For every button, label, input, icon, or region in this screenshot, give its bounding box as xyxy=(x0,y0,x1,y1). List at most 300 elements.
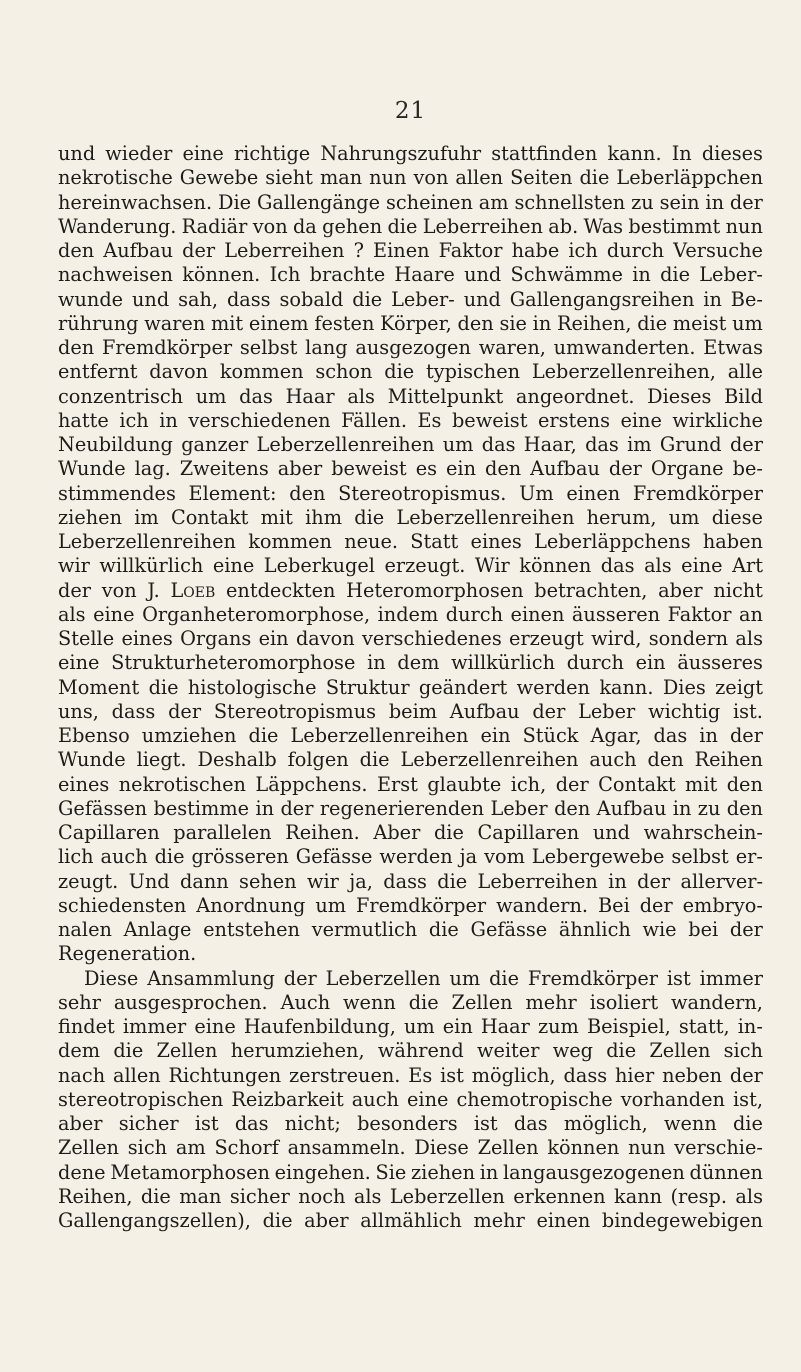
word: Stelle xyxy=(58,627,115,650)
text-line xyxy=(58,579,763,603)
word: aber xyxy=(304,1209,349,1232)
word: sich xyxy=(723,1039,763,1063)
word: am xyxy=(478,190,509,214)
text-line xyxy=(58,385,763,409)
word: durch xyxy=(606,239,665,262)
word: nun xyxy=(725,214,763,238)
word: die xyxy=(148,675,179,699)
text-line xyxy=(58,288,763,312)
word: auch xyxy=(589,748,637,772)
word: die xyxy=(437,869,468,893)
word: Erst xyxy=(376,772,418,796)
word: mit xyxy=(260,505,293,529)
word: auch xyxy=(351,1087,399,1111)
word: ist xyxy=(473,1112,498,1135)
word: einen xyxy=(510,602,565,626)
word: eine xyxy=(212,554,255,578)
word: einen xyxy=(536,1209,591,1232)
word: Aufbau xyxy=(449,699,520,723)
word: sie xyxy=(499,311,527,335)
word: scheinen xyxy=(385,190,473,214)
word: Zellen xyxy=(156,1039,218,1063)
word: habe xyxy=(511,239,560,262)
word: grösseren xyxy=(191,845,289,869)
word: die xyxy=(408,990,439,1014)
word: ihm xyxy=(305,505,342,529)
word: mit xyxy=(685,772,718,796)
word: eine xyxy=(58,651,100,675)
word: angeordnet. xyxy=(515,384,635,408)
word: indem xyxy=(377,602,439,626)
word: die xyxy=(154,845,185,869)
word: Diese xyxy=(84,966,139,990)
text-line xyxy=(58,894,763,918)
word: einen xyxy=(566,481,621,505)
word: allen xyxy=(455,166,504,190)
text-line xyxy=(58,651,763,675)
word: Dies xyxy=(662,675,706,699)
word: immer xyxy=(122,1015,187,1038)
word: der xyxy=(280,796,314,820)
word: bindegewebigen xyxy=(601,1209,763,1232)
word: parallelen xyxy=(173,821,272,844)
text-line xyxy=(58,797,763,821)
word: Etwas xyxy=(703,336,763,359)
word: nach xyxy=(58,1063,106,1087)
word: ein xyxy=(446,457,476,481)
word: lich xyxy=(58,845,94,869)
word: Organs xyxy=(180,627,252,650)
text-line xyxy=(58,191,763,215)
word: von xyxy=(101,578,137,602)
word: der xyxy=(637,869,671,893)
word: ist. xyxy=(733,699,763,723)
word: Moment xyxy=(58,675,140,699)
word: Lebergewebe xyxy=(531,845,665,869)
word: bestimme xyxy=(153,796,250,820)
word: glaubte xyxy=(427,772,502,796)
word: Fremdkörper xyxy=(632,481,763,505)
word: ein xyxy=(442,1015,473,1038)
word: ich xyxy=(119,408,149,432)
word: ja xyxy=(459,845,478,869)
word: Faktor xyxy=(438,239,503,262)
word: waren, xyxy=(478,336,546,359)
word: in xyxy=(672,796,692,820)
word: Grund xyxy=(659,433,722,456)
word: zeugt. xyxy=(58,869,119,893)
word: findet xyxy=(58,1015,115,1038)
word: der xyxy=(729,918,763,941)
word: und xyxy=(132,287,170,311)
word: wirkliche xyxy=(672,408,763,432)
word: sich xyxy=(127,1136,168,1160)
word: wie xyxy=(642,918,677,941)
word: langausgezogenen xyxy=(503,1160,685,1184)
word: verschie- xyxy=(674,1136,763,1160)
book-page xyxy=(58,0,763,1372)
word: alle xyxy=(727,360,763,384)
word: aber xyxy=(58,1112,103,1135)
word: Anordnung xyxy=(196,893,306,917)
word: am xyxy=(175,1136,206,1160)
word: der xyxy=(168,699,202,723)
word: ab. xyxy=(548,214,579,238)
word: und xyxy=(58,142,96,165)
word: Mittelpunkt xyxy=(387,384,504,408)
word: Leber xyxy=(490,796,548,820)
word: eines xyxy=(470,530,522,553)
word: eine xyxy=(194,1015,236,1038)
word: weg xyxy=(552,1039,593,1063)
word: hier xyxy=(615,1063,655,1087)
text-line xyxy=(58,1064,763,1088)
word: man xyxy=(319,166,363,190)
word: um xyxy=(449,966,481,990)
word: zerstreuen. xyxy=(289,1063,401,1087)
word: be- xyxy=(732,457,763,481)
word: stimmendes xyxy=(58,481,176,505)
word: Haar xyxy=(480,1015,530,1038)
word: auch xyxy=(100,845,148,869)
word: ziehen xyxy=(411,1160,475,1184)
word: dass xyxy=(226,287,271,311)
word: willkürlich xyxy=(451,651,555,675)
word: Einen xyxy=(373,239,430,262)
word: um xyxy=(442,433,474,456)
word: stattfinden xyxy=(491,142,598,165)
text-line xyxy=(58,482,763,506)
word: und xyxy=(464,263,502,287)
word: aber xyxy=(277,457,323,481)
word: Läppchens. xyxy=(255,772,368,796)
word: bei xyxy=(688,918,719,941)
word: und xyxy=(592,821,631,844)
word: vermutlich xyxy=(311,918,418,941)
word: Organe xyxy=(650,457,724,481)
text-line xyxy=(58,676,763,700)
word: zeigt xyxy=(715,675,763,699)
word: haben xyxy=(702,530,763,553)
word: Leberzellenreihen, xyxy=(531,360,716,384)
word: Wir xyxy=(474,554,510,578)
word: man xyxy=(179,1184,222,1208)
word: ist, xyxy=(733,1087,763,1111)
word: als xyxy=(353,1184,382,1208)
word: die xyxy=(489,966,519,990)
word: Leberreihen xyxy=(477,869,598,893)
word: Contakt xyxy=(598,772,676,796)
word: die xyxy=(660,263,690,287)
word: rührung xyxy=(58,311,139,335)
word: Neubildung xyxy=(58,433,173,456)
word: Leberzellen xyxy=(325,966,441,990)
text-line xyxy=(58,530,763,554)
word: Zellen xyxy=(451,990,513,1014)
word: beim xyxy=(388,699,438,723)
word: durch xyxy=(445,602,503,626)
word: isoliert xyxy=(589,990,659,1014)
word: in xyxy=(532,311,552,335)
word: willkürlich xyxy=(99,554,204,578)
word: sah, xyxy=(178,287,219,311)
word: Bild xyxy=(724,384,763,408)
word: Gallengangsreihen xyxy=(509,287,695,311)
word: die xyxy=(140,1184,171,1208)
word: Faktor xyxy=(667,602,732,626)
word: im xyxy=(134,505,159,529)
word: nun xyxy=(628,1136,666,1160)
word: mehr xyxy=(525,990,577,1014)
word: wieder xyxy=(105,142,173,165)
text-line xyxy=(58,821,763,845)
text-line xyxy=(58,991,763,1015)
word: wir xyxy=(306,869,339,893)
word: Leberreihen xyxy=(422,214,543,238)
word: eine xyxy=(681,554,723,578)
word: die xyxy=(113,1039,144,1063)
word: Leberzellenreihen xyxy=(400,748,579,772)
word: regenerierenden xyxy=(319,796,485,820)
word: sobald xyxy=(279,287,344,311)
word: das xyxy=(653,724,688,747)
word: brachte xyxy=(309,263,386,287)
word: immer xyxy=(699,966,763,990)
word: nalen xyxy=(58,918,112,941)
word: der xyxy=(58,578,91,602)
word: Dieses xyxy=(647,384,712,408)
word: geändert xyxy=(418,675,508,699)
word: Radiär xyxy=(181,214,248,238)
word: ja, xyxy=(349,869,373,893)
word: wir xyxy=(58,554,90,578)
word: schon xyxy=(315,360,373,384)
word: mehr xyxy=(473,1209,525,1232)
word: selbst xyxy=(671,845,729,869)
word: den xyxy=(726,796,763,820)
word: dann xyxy=(179,869,229,893)
word: einem xyxy=(248,311,309,335)
word: entstehen xyxy=(203,918,300,941)
word: wunde xyxy=(58,287,124,311)
text-line xyxy=(58,239,763,263)
word: Leber xyxy=(578,699,636,723)
word: können xyxy=(519,554,592,578)
word: Art xyxy=(732,554,763,578)
word: eines xyxy=(58,772,110,796)
word: Contakt xyxy=(170,505,249,529)
word: kann xyxy=(614,1184,663,1208)
word: In xyxy=(671,142,692,165)
word: ganzer xyxy=(181,433,249,456)
word: Be- xyxy=(730,287,763,311)
word: wandern. xyxy=(496,893,589,917)
word: um xyxy=(315,893,347,917)
word: die xyxy=(428,918,459,941)
word: Organheteromorphose, xyxy=(142,602,371,626)
word: Agar, xyxy=(590,724,642,747)
word: in xyxy=(479,1160,499,1184)
word: die xyxy=(352,287,383,311)
word: die xyxy=(579,166,610,190)
word: Gewebe xyxy=(179,166,259,190)
word: allen xyxy=(112,1063,161,1087)
word: vom xyxy=(484,845,525,869)
text-line xyxy=(58,409,763,433)
word: Nahrungszufuhr xyxy=(320,142,482,165)
word: äusseres xyxy=(677,651,763,675)
word: Capillaren xyxy=(58,821,160,844)
word: dene xyxy=(58,1160,106,1184)
word: Die xyxy=(218,190,252,214)
word: Wanderung. xyxy=(58,214,177,238)
word: embryo- xyxy=(682,893,763,917)
word: Leberzellenreihen xyxy=(256,433,435,456)
word: Metamorphosen xyxy=(110,1160,270,1184)
word: dass xyxy=(563,1063,608,1087)
word: der xyxy=(729,190,763,214)
word: Diese xyxy=(414,1136,469,1160)
text-line xyxy=(58,724,763,748)
word: ich, xyxy=(510,772,547,796)
text-line xyxy=(58,748,763,772)
word: beweist xyxy=(331,457,407,481)
word: das xyxy=(234,1112,269,1135)
word: ausgezogen xyxy=(355,336,471,359)
word: in xyxy=(705,190,725,214)
word: Sie xyxy=(375,1160,407,1184)
word: sicher xyxy=(118,1112,179,1135)
word: Es xyxy=(408,1063,433,1087)
word: wandern, xyxy=(670,990,763,1014)
word: neue. xyxy=(344,530,399,553)
word: wichtig xyxy=(648,699,721,723)
text-line xyxy=(58,1209,763,1233)
text-line xyxy=(58,263,763,287)
word: kommen xyxy=(248,530,332,553)
word: Beispiel, xyxy=(586,1015,671,1038)
word: neben xyxy=(662,1063,723,1087)
word: Fremdkörper xyxy=(101,336,233,359)
word: conzentrisch xyxy=(58,384,184,408)
word: Reihen, xyxy=(58,1184,133,1208)
word: Richtungen xyxy=(168,1063,282,1087)
word: die xyxy=(262,1209,293,1232)
word: Haar, xyxy=(523,433,577,456)
word: der xyxy=(639,893,673,917)
word: als xyxy=(644,554,672,578)
word: nachweisen xyxy=(58,263,173,287)
word: durch xyxy=(566,651,624,675)
word: Capillaren xyxy=(477,821,580,844)
word: ist xyxy=(440,1063,464,1087)
word: im xyxy=(627,433,652,456)
word: dieses xyxy=(701,142,763,165)
word: sein xyxy=(659,190,700,214)
text-line xyxy=(58,142,763,166)
word: umziehen xyxy=(141,724,237,747)
word: die xyxy=(433,821,464,844)
word: sehen xyxy=(239,869,297,893)
word: erkennen xyxy=(513,1184,606,1208)
word: Leberzellenreihen xyxy=(396,505,575,529)
word: vorhanden xyxy=(620,1087,725,1111)
text-line xyxy=(58,506,763,530)
word: an xyxy=(739,602,763,626)
text-line xyxy=(58,1112,763,1136)
word: eine xyxy=(407,1087,449,1111)
word: nun xyxy=(369,166,407,190)
word: das xyxy=(513,1112,548,1135)
page-number: 21 xyxy=(394,98,427,124)
word: erstens xyxy=(537,408,610,432)
word: ist xyxy=(194,1112,219,1135)
word: Fremdkörper xyxy=(527,966,658,990)
word: erzeugt. xyxy=(384,554,466,578)
text-line xyxy=(58,845,763,869)
text-line xyxy=(58,360,763,384)
word: lag. xyxy=(134,457,171,481)
word: um xyxy=(668,505,700,529)
word: hatte xyxy=(58,408,109,432)
word: Gefässe xyxy=(295,845,373,869)
text-line xyxy=(58,627,763,651)
word: histologische xyxy=(187,675,317,699)
word: wahrschein- xyxy=(643,821,763,844)
word: Anlage xyxy=(123,918,192,941)
word: als xyxy=(347,384,375,408)
word: meist xyxy=(672,311,727,335)
word: die xyxy=(606,1039,637,1063)
word: Statt xyxy=(410,530,459,553)
word: chemotropische xyxy=(456,1087,613,1111)
word: Stück xyxy=(522,724,579,747)
word: diese xyxy=(711,505,763,529)
text-line xyxy=(58,603,763,627)
word: davon xyxy=(295,627,355,650)
word: liegt. xyxy=(136,748,187,772)
word: folgen xyxy=(287,748,349,772)
word: da xyxy=(292,214,317,238)
word: Struktur xyxy=(325,675,410,699)
word: umwanderten. xyxy=(553,336,696,359)
text-line xyxy=(58,773,763,797)
word: beweist xyxy=(451,408,528,432)
word: Reihen, xyxy=(557,311,632,335)
word: statt, xyxy=(678,1015,730,1038)
word: Leberkugel xyxy=(263,554,375,578)
word: der xyxy=(532,699,566,723)
word: Heteromorphosen xyxy=(346,578,524,602)
word: erzeugt xyxy=(509,627,584,650)
word: das xyxy=(600,554,635,578)
word: Auch xyxy=(280,990,331,1014)
word: wenn xyxy=(343,990,396,1014)
word: Leberreihen xyxy=(224,239,345,262)
word: um xyxy=(403,1015,435,1038)
word: Reihen. xyxy=(285,821,360,844)
word: Haar xyxy=(285,384,335,408)
word: und xyxy=(463,287,501,311)
text-line xyxy=(58,1185,763,1209)
word: der xyxy=(182,239,216,262)
word: Reizbarkeit xyxy=(231,1087,344,1111)
word: in xyxy=(632,263,651,287)
word: die xyxy=(248,724,279,747)
word: den xyxy=(58,336,95,359)
word: schnellsten xyxy=(514,190,626,214)
word: ansammeln. xyxy=(287,1136,406,1160)
